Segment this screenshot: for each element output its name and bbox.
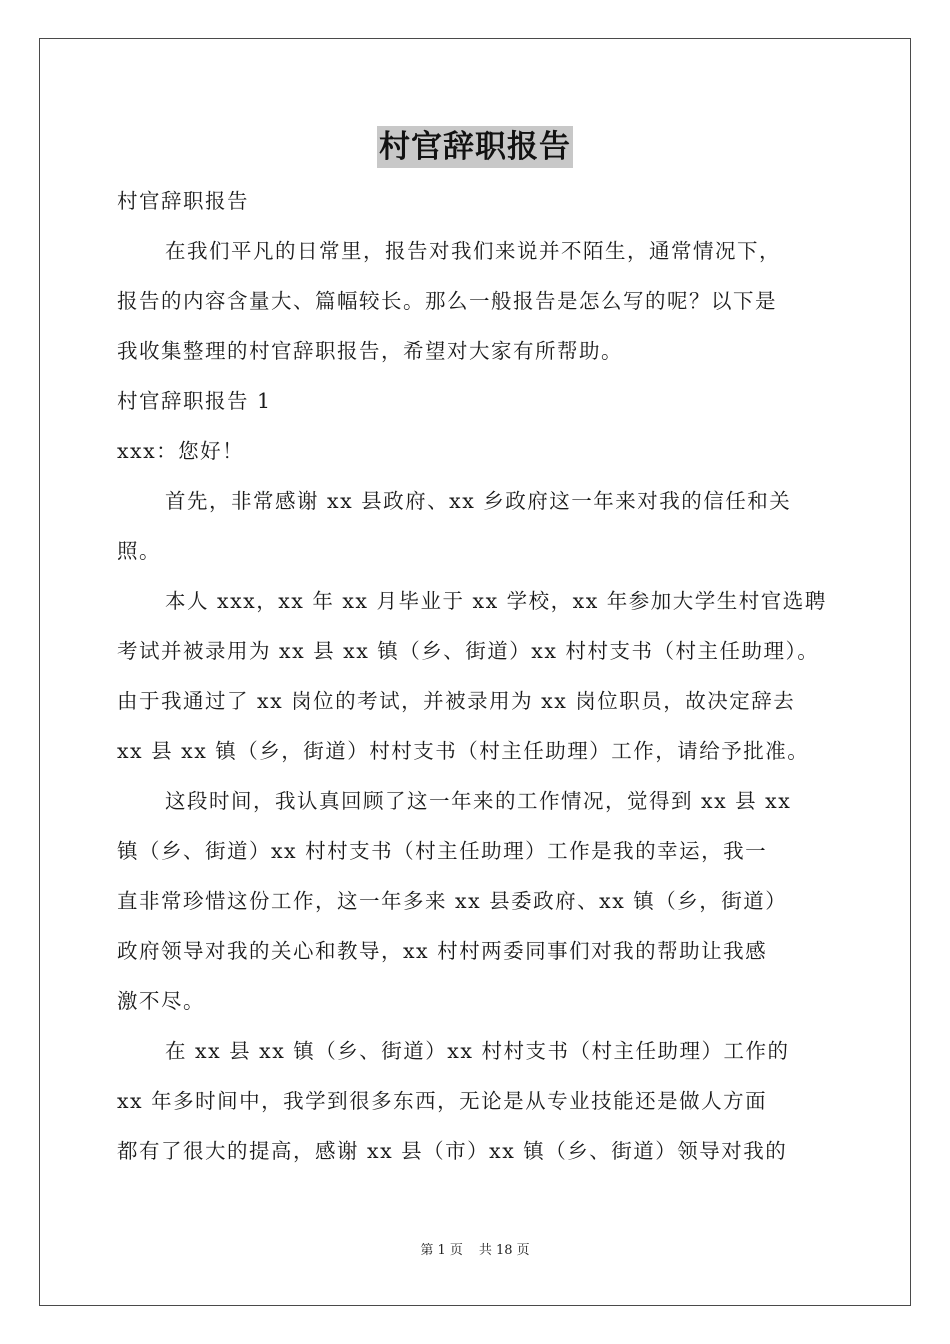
body-line: 在 xx 县 xx 镇（乡、街道）xx 村村支书（村主任助理）工作的 xyxy=(165,1039,790,1063)
page-total: 共 18 页 xyxy=(478,1243,530,1258)
body-line: 村官辞职报告 1 xyxy=(117,389,272,413)
body-line: xx 县 xx 镇（乡，街道）村村支书（村主任助理）工作，请给予批准。 xyxy=(117,739,810,763)
body-line: 我收集整理的村官辞职报告，希望对大家有所帮助。 xyxy=(117,339,623,363)
body-line: 本人 xxx，xx 年 xx 月毕业于 xx 学校，xx 年参加大学生村官选聘 xyxy=(165,589,827,613)
body-line: 激不尽。 xyxy=(117,989,205,1013)
body-line: 考试并被录用为 xx 县 xx 镇（乡、街道）xx 村村支书（村主任助理）。 xyxy=(117,639,820,663)
page-number: 第 1 页 xyxy=(420,1243,463,1258)
body-line: xx 年多时间中，我学到很多东西，无论是从专业技能还是做人方面 xyxy=(117,1089,768,1113)
body-line: 报告的内容含量大、篇幅较长。那么一般报告是怎么写的呢？以下是 xyxy=(117,289,777,313)
document-body xyxy=(117,176,835,1176)
body-line: xxx：您好！ xyxy=(117,439,245,463)
body-line: 首先，非常感谢 xx 县政府、xx 乡政府这一年来对我的信任和关 xyxy=(165,489,792,513)
body-line: 由于我通过了 xx 岗位的考试，并被录用为 xx 岗位职员，故决定辞去 xyxy=(117,689,796,713)
body-line: 镇（乡、街道）xx 村村支书（村主任助理）工作是我的幸运，我一 xyxy=(117,839,768,863)
body-line: 村官辞职报告 xyxy=(117,189,249,213)
body-line: 都有了很大的提高，感谢 xx 县（市）xx 镇（乡、街道）领导对我的 xyxy=(117,1139,788,1163)
body-line: 这段时间，我认真回顾了这一年来的工作情况，觉得到 xx 县 xx xyxy=(165,789,792,813)
document-title: 村官辞职报告 xyxy=(377,126,573,168)
body-line: 在我们平凡的日常里，报告对我们来说并不陌生，通常情况下， xyxy=(165,239,781,263)
title-wrap xyxy=(0,126,950,168)
page-footer xyxy=(0,1242,950,1260)
body-line: 照。 xyxy=(117,539,161,563)
body-line: 政府领导对我的关心和教导，xx 村村两委同事们对我的帮助让我感 xyxy=(117,939,768,963)
body-line: 直非常珍惜这份工作，这一年多来 xx 县委政府、xx 镇（乡，街道） xyxy=(117,889,788,913)
